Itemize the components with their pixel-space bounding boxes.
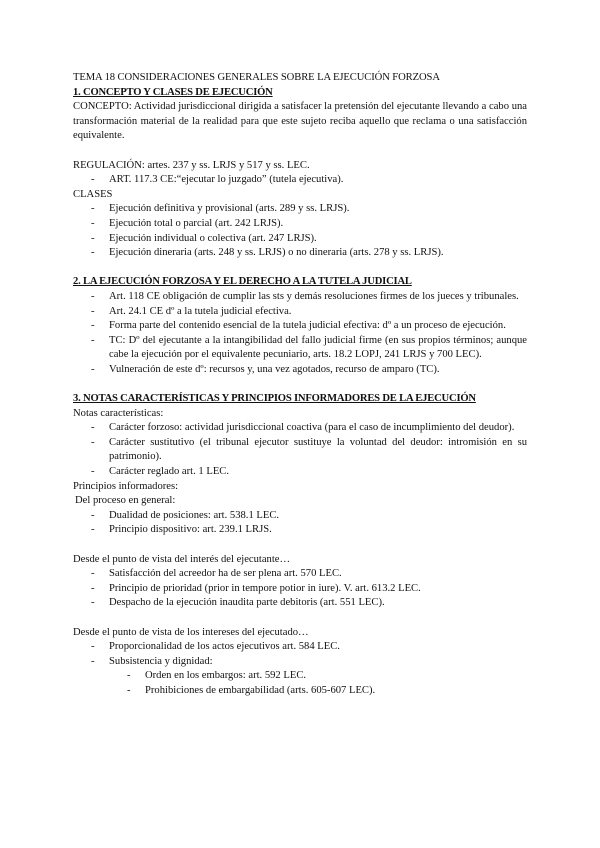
spacer (73, 377, 527, 392)
debtor-label: Desde el punto de vista de los intereses del ejecutado… (73, 626, 309, 638)
general-label: Del proceso en general: (75, 495, 176, 507)
list-item: - Ejecución total o parcial (art. 242 LRJS). (73, 217, 527, 232)
creditor-label: Desde el punto de vista del interés del ejecutante… (73, 553, 291, 565)
classes-label: CLASES (73, 188, 113, 200)
section-3-heading: 3. NOTAS CARACTERÍSTICAS Y PRINCIPIOS INFORMADORES DE LA EJECUCIÓN (73, 393, 476, 405)
list-item: - Carácter reglado art. 1 LEC. (73, 465, 527, 480)
debtor-list (73, 640, 527, 669)
concept-paragraph: CONCEPTO: Actividad jurisdiccional dirigida a satisfacer la pretensión del ejecutante llevando a cabo una transformación material de la realidad para que este sujeto reciba aquello que reclama o una satisfacción equivalente. (73, 101, 527, 142)
list-item: - Vulneración de este dº: recursos y, una vez agotados, recurso de amparo (TC). (73, 363, 527, 378)
list-item: - Carácter forzoso: actividad jurisdiccional coactiva (para el caso de incumplimiento del deudor). (73, 421, 527, 436)
list-item: - Prohibiciones de embargabilidad (arts. 605-607 LEC). (73, 684, 527, 699)
list-item: - Art. 24.1 CE dº a la tutela judicial efectiva. (73, 305, 527, 320)
list-item: - Ejecución definitiva y provisional (arts. 289 y ss. LRJS). (73, 202, 527, 217)
list-item: - Dualidad de posiciones: art. 538.1 LEC. (73, 509, 527, 524)
spacer (73, 538, 527, 553)
section-2-list (73, 290, 527, 378)
spacer (73, 144, 527, 159)
list-item: - Art. 118 CE obligación de cumplir las sts y demás resoluciones firmes de los jueces y tribunales. (73, 290, 527, 305)
dignity-sublist (73, 669, 527, 698)
list-item: - TC: Dº del ejecutante a la intangibilidad del fallo judicial firme (en sus propios términos; aunque cabe la ejecución por el equivalente pecuniario, arts. 18.2 LOPJ, 241 LRJS y 700 LEC). (73, 334, 527, 363)
list-item: - Despacho de la ejecución inaudita parte debitoris (art. 551 LEC). (73, 596, 527, 611)
list-item: - Principio de prioridad (prior in tempore potior in iure). V. art. 613.2 LEC. (73, 582, 527, 597)
spacer (73, 611, 527, 626)
list-item: - Ejecución dineraria (arts. 248 y ss. LRJS) o no dineraria (arts. 278 y ss. LRJS). (73, 246, 527, 261)
list-item: - Carácter sustitutivo (el tribunal ejecutor sustituye la voluntad del deudor: intromisión en su patrimonio). (73, 436, 527, 465)
section-1-heading: 1. CONCEPTO Y CLASES DE EJECUCIÓN (73, 86, 273, 98)
document-page (73, 71, 527, 699)
regulation-line: REGULACIÓN: artes. 237 y ss. LRJS y 517 y ss. LEC. (73, 159, 310, 171)
notes-label: Notas características: (73, 407, 164, 419)
principles-label: Principios informadores: (73, 480, 179, 492)
list-item: - Satisfacción del acreedor ha de ser plena art. 570 LEC. (73, 567, 527, 582)
list-item: - Proporcionalidad de los actos ejecutivos art. 584 LEC. (73, 640, 527, 655)
spacer (73, 261, 527, 276)
classes-list (73, 202, 527, 260)
regulation-list (73, 173, 527, 188)
general-list (73, 509, 527, 538)
list-item: - Orden en los embargos: art. 592 LEC. (73, 669, 527, 684)
document-title: TEMA 18 CONSIDERACIONES GENERALES SOBRE LA EJECUCIÓN FORZOSA (73, 72, 440, 83)
list-item: - Forma parte del contenido esencial de la tutela judicial efectiva: dº a un proceso de ejecución. (73, 319, 527, 334)
list-item: - ART. 117.3 CE:“ejecutar lo juzgado” (tutela ejecutiva). (73, 173, 527, 188)
list-item: - Subsistencia y dignidad: (73, 655, 527, 670)
list-item: - Ejecución individual o colectiva (art. 247 LRJS). (73, 232, 527, 247)
creditor-list (73, 567, 527, 611)
notes-list (73, 421, 527, 479)
list-item: - Principio dispositivo: art. 239.1 LRJS. (73, 523, 527, 538)
section-2-heading: 2. LA EJECUCIÓN FORZOSA Y EL DERECHO A LA TUTELA JUDICIAL (73, 276, 412, 288)
